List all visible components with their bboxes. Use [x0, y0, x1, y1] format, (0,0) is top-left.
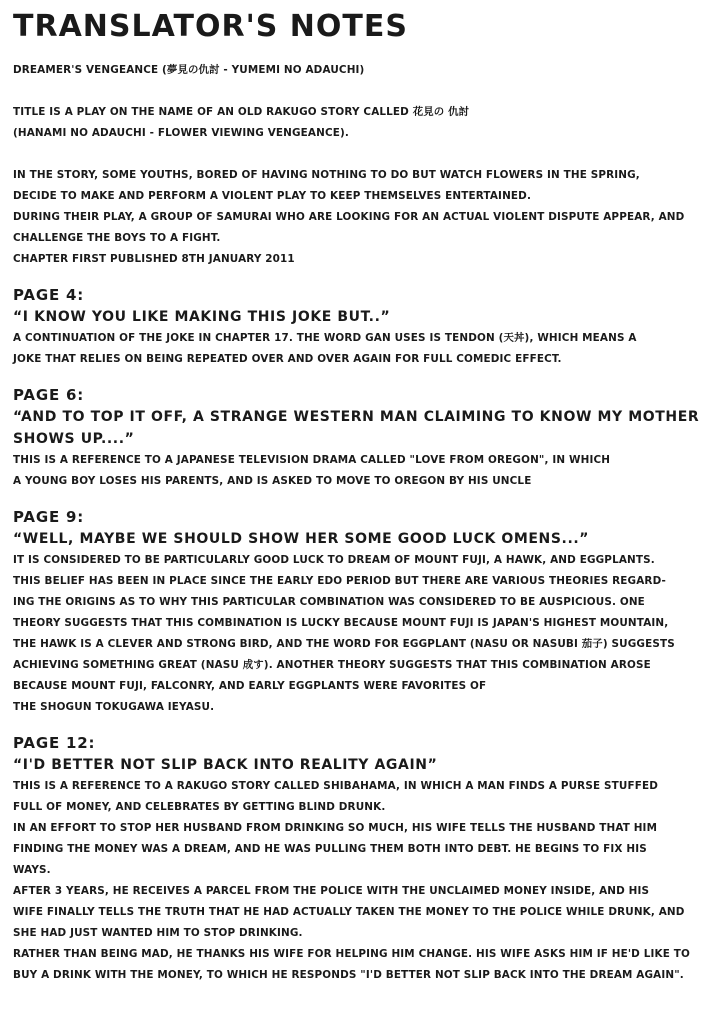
note-page-4 — [13, 284, 718, 370]
note-body-line: FULL OF MONEY, AND CELEBRATES BY GETTING BLIND DRUNK. — [13, 801, 386, 813]
note-body-line: A CONTINUATION OF THE JOKE IN CHAPTER 17. THE WORD GAN USES IS TENDON (天丼), WHICH MEANS A — [13, 332, 637, 344]
story-line: IN THE STORY, SOME YOUTHS, BORED OF HAVING NOTHING TO DO BUT WATCH FLOWERS IN THE SPRING, — [13, 169, 640, 181]
note-body-line: A YOUNG BOY LOSES HIS PARENTS, AND IS ASKED TO MOVE TO OREGON BY HIS UNCLE — [13, 475, 532, 487]
note-quote: “I'D BETTER NOT SLIP BACK INTO REALITY AGAIN” — [13, 757, 438, 773]
title-line: TITLE IS A PLAY ON THE NAME OF AN OLD RAKUGO STORY CALLED 花見の 仇討 — [13, 106, 470, 118]
note-body-line: JOKE THAT RELIES ON BEING REPEATED OVER AND OVER AGAIN FOR FULL COMEDIC EFFECT. — [13, 353, 562, 365]
chapter-heading: DREAMER'S VENGEANCE (夢見の仇討 - YUMEMI NO ADAUCHI) — [13, 64, 365, 76]
note-body-line: WAYS. — [13, 864, 51, 876]
page-label: PAGE 6: — [13, 386, 85, 404]
publish-date: CHAPTER FIRST PUBLISHED 8TH JANUARY 2011 — [13, 253, 295, 265]
note-body-line: BUY A DRINK WITH THE MONEY, TO WHICH HE RESPONDS "I'D BETTER NOT SLIP BACK INTO THE DREAM AGAIN". — [13, 969, 684, 981]
note-body-line: THIS BELIEF HAS BEEN IN PLACE SINCE THE EARLY EDO PERIOD BUT THERE ARE VARIOUS THEORIES REGARD- — [13, 575, 666, 587]
note-body-line: RATHER THAN BEING MAD, HE THANKS HIS WIFE FOR HELPING HIM CHANGE. HIS WIFE ASKS HIM IF HE'D LIKE TO — [13, 948, 690, 960]
note-body-line: SHE HAD JUST WANTED HIM TO STOP DRINKING. — [13, 927, 303, 939]
note-page-9 — [13, 506, 718, 718]
note-body-line: BECAUSE MOUNT FUJI, FALCONRY, AND EARLY EGGPLANTS WERE FAVORITES OF — [13, 680, 487, 692]
intro-section — [13, 60, 718, 270]
page-label: PAGE 9: — [13, 508, 85, 526]
note-body-line: AFTER 3 YEARS, HE RECEIVES A PARCEL FROM THE POLICE WITH THE UNCLAIMED MONEY INSIDE, AND HIS — [13, 885, 650, 897]
note-page-6 — [13, 384, 718, 492]
note-body-line: ING THE ORIGINS AS TO WHY THIS PARTICULAR COMBINATION WAS CONSIDERED TO BE AUSPICIOUS. ONE — [13, 596, 645, 608]
note-body-line: FINDING THE MONEY WAS A DREAM, AND HE WAS PULLING THEM BOTH INTO DEBT. HE BEGINS TO FIX HIS — [13, 843, 647, 855]
title-line: (HANAMI NO ADAUCHI - FLOWER VIEWING VENGEANCE). — [13, 127, 349, 139]
story-line: CHALLENGE THE BOYS TO A FIGHT. — [13, 232, 221, 244]
story-line: DURING THEIR PLAY, A GROUP OF SAMURAI WHO ARE LOOKING FOR AN ACTUAL VIOLENT DISPUTE APPEAR, AND — [13, 211, 685, 223]
note-body-line: ACHIEVING SOMETHING GREAT (NASU 成す). ANOTHER THEORY SUGGESTS THAT THIS COMBINATION AROSE — [13, 659, 651, 671]
note-body-line: IN AN EFFORT TO STOP HER HUSBAND FROM DRINKING SO MUCH, HIS WIFE TELLS THE HUSBAND THAT HIM — [13, 822, 658, 834]
note-body-line: THE HAWK IS A CLEVER AND STRONG BIRD, AND THE WORD FOR EGGPLANT (NASU OR NASUBI 茄子) SUGGESTS — [13, 638, 675, 650]
note-quote: “AND TO TOP IT OFF, A STRANGE WESTERN MAN CLAIMING TO KNOW MY MOTHER — [13, 409, 700, 425]
page-label: PAGE 12: — [13, 734, 96, 752]
note-body-line: WIFE FINALLY TELLS THE TRUTH THAT HE HAD ACTUALLY TAKEN THE MONEY TO THE POLICE WHILE DRUNK, AND — [13, 906, 685, 918]
note-quote: “WELL, MAYBE WE SHOULD SHOW HER SOME GOOD LUCK OMENS...” — [13, 531, 590, 547]
story-line: DECIDE TO MAKE AND PERFORM A VIOLENT PLAY TO KEEP THEMSELVES ENTERTAINED. — [13, 190, 532, 202]
note-body-line: THIS IS A REFERENCE TO A JAPANESE TELEVISION DRAMA CALLED "LOVE FROM OREGON", IN WHICH — [13, 454, 611, 466]
note-body-line: THIS IS A REFERENCE TO A RAKUGO STORY CALLED SHIBAHAMA, IN WHICH A MAN FINDS A PURSE STUFFED — [13, 780, 658, 792]
page-title: TRANSLATOR'S NOTES — [13, 9, 408, 44]
note-quote: SHOWS UP....” — [13, 431, 135, 447]
note-body-line: IT IS CONSIDERED TO BE PARTICULARLY GOOD LUCK TO DREAM OF MOUNT FUJI, A HAWK, AND EGGPLANTS. — [13, 554, 655, 566]
note-page-12 — [13, 732, 718, 986]
note-quote: “I KNOW YOU LIKE MAKING THIS JOKE BUT..” — [13, 309, 391, 325]
note-body-line: THEORY SUGGESTS THAT THIS COMBINATION IS LUCKY BECAUSE MOUNT FUJI IS JAPAN'S HIGHEST MOUNTAIN, — [13, 617, 669, 629]
note-body-line: THE SHOGUN TOKUGAWA IEYASU. — [13, 701, 215, 713]
page-label: PAGE 4: — [13, 286, 85, 304]
